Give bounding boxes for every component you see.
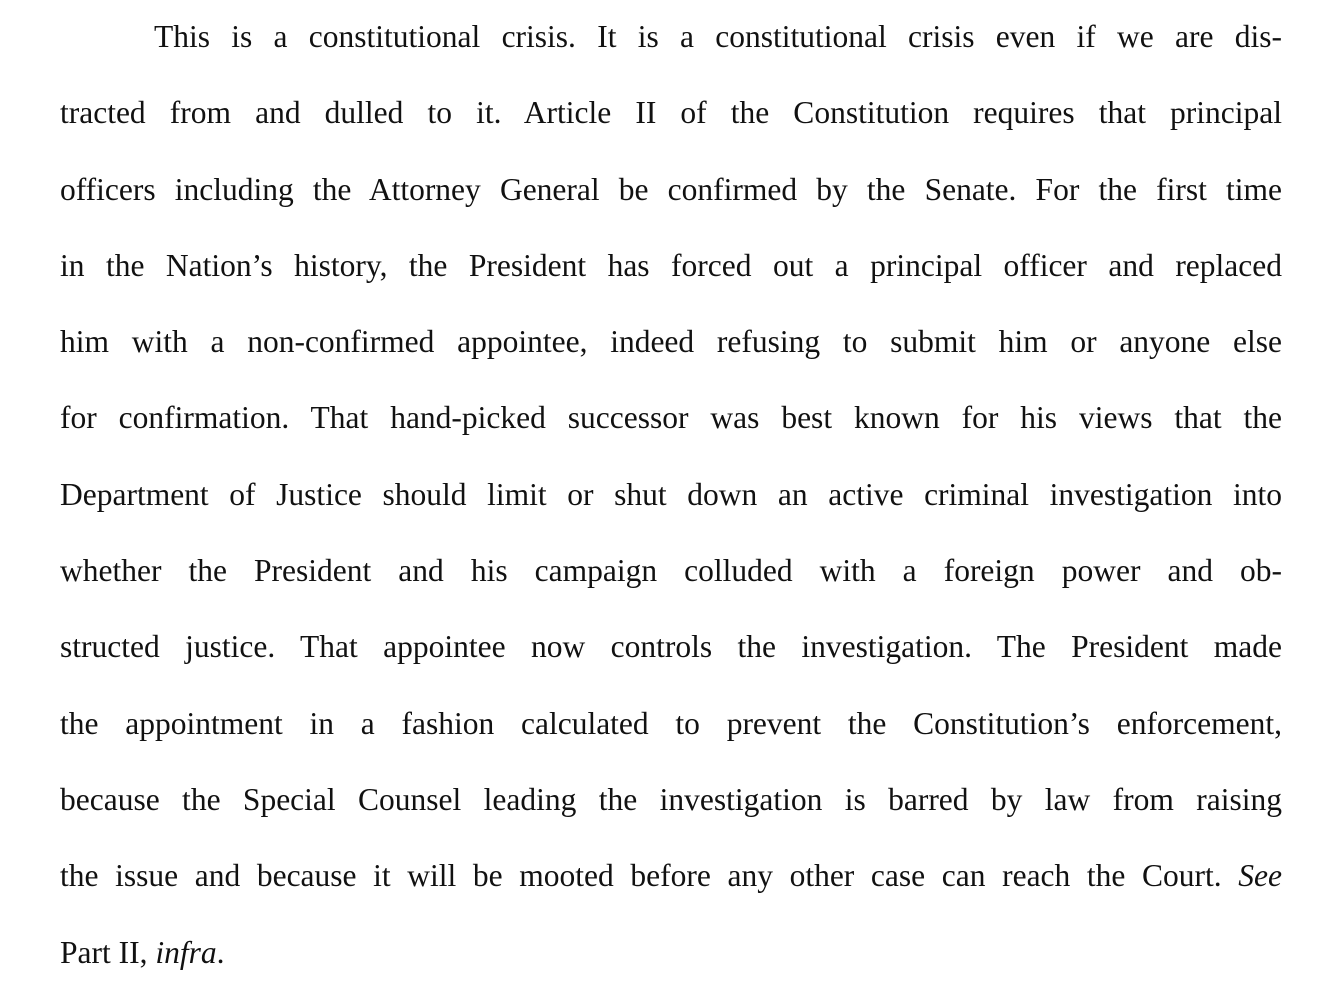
text-line xyxy=(60,927,1282,1003)
body-paragraph xyxy=(60,11,1282,1003)
text-segment: the issue and because it will be mooted before any other case can reach the Court. xyxy=(60,858,1222,894)
text-line: him with a non-confirmed appointee, indeed refusing to submit him or anyone else xyxy=(60,324,1282,360)
text-line: in the Nation’s history, the President has forced out a principal officer and replaced xyxy=(60,247,1282,283)
document-page xyxy=(60,0,1282,1003)
text-line: structed justice. That appointee now controls the investigation. The President made xyxy=(60,629,1282,665)
text-line: because the Special Counsel leading the investigation is barred by law from raising xyxy=(60,781,1282,817)
text-line: whether the President and his campaign colluded with a foreign power and ob- xyxy=(60,553,1282,589)
text-segment: . xyxy=(216,934,225,970)
text-line: tracted from and dulled to it. Article II of the Constitution requires that principal xyxy=(60,95,1282,131)
text-line: the appointment in a fashion calculated to prevent the Constitution’s enforcement, xyxy=(60,705,1282,741)
text-line: This is a constitutional crisis. It is a constitutional crisis even if we are dis- xyxy=(154,19,1282,54)
citation-signal: See xyxy=(1238,858,1283,894)
text-segment: Part II, xyxy=(60,934,156,970)
text-line: Department of Justice should limit or shut down an active criminal investigation into xyxy=(60,476,1282,512)
citation-term: infra xyxy=(155,934,217,970)
text-line: officers including the Attorney General be confirmed by the Senate. For the first time xyxy=(60,171,1282,207)
text-line xyxy=(60,850,1282,926)
text-line: for confirmation. That hand-picked successor was best known for his views that the xyxy=(60,400,1282,436)
